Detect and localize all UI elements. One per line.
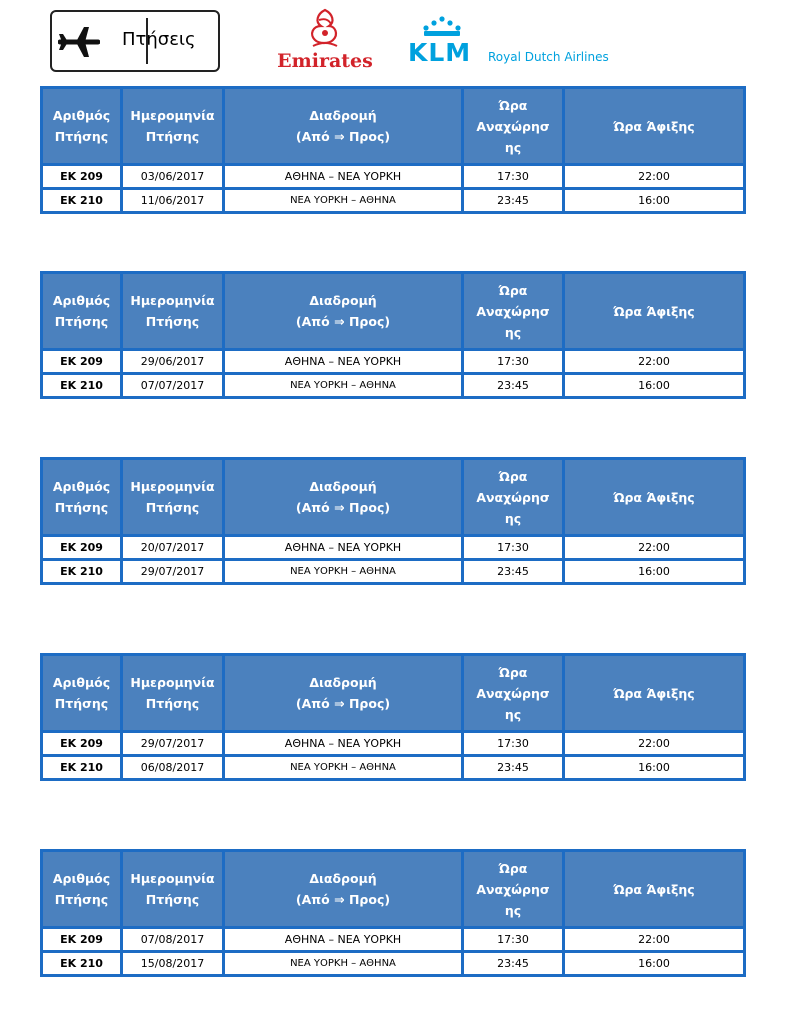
cell-dep: 17:30 bbox=[464, 537, 562, 558]
column-header-flight-date bbox=[123, 852, 222, 926]
cell-flight: ΕΚ 210 bbox=[43, 561, 120, 582]
cell-flight: ΕΚ 209 bbox=[43, 733, 120, 754]
table-row bbox=[43, 929, 743, 950]
cell-arr: 22:00 bbox=[565, 166, 743, 187]
column-header-flight-number bbox=[43, 274, 120, 348]
table-row bbox=[43, 953, 743, 974]
column-header-flight-date bbox=[123, 274, 222, 348]
cell-flight: ΕΚ 210 bbox=[43, 757, 120, 778]
column-header-line: Αριθμός bbox=[52, 293, 111, 308]
cell-dep: 23:45 bbox=[464, 375, 562, 396]
cell-arr: 22:00 bbox=[565, 351, 743, 372]
column-header-departure bbox=[464, 89, 562, 163]
column-header-arrival bbox=[565, 89, 743, 163]
badge-label: Πτήσεις bbox=[122, 29, 196, 50]
column-header-arrival bbox=[565, 656, 743, 730]
column-header-flight-date bbox=[123, 89, 222, 163]
column-header-line: Ημερομηνία bbox=[130, 293, 215, 308]
cell-route: ΝΕΑ ΥΟΡΚΗ – ΑΘΗΝΑ bbox=[225, 190, 461, 211]
table-row bbox=[43, 166, 743, 187]
column-header-route bbox=[225, 89, 461, 163]
column-header-line: (Από ⇒ Προς) bbox=[295, 500, 391, 515]
column-header-line: Ώρα bbox=[498, 468, 528, 484]
column-header-arrival bbox=[565, 460, 743, 534]
cell-date: 03/06/2017 bbox=[123, 166, 222, 187]
column-header-departure bbox=[464, 852, 562, 926]
column-header-line: Πτήσης bbox=[145, 500, 200, 515]
column-header-line: Ώρα Άφιξης bbox=[613, 489, 695, 505]
column-header-line: Πτήσης bbox=[145, 892, 200, 907]
cell-arr: 16:00 bbox=[565, 190, 743, 211]
table-header-row bbox=[43, 852, 743, 926]
emirates-logo bbox=[275, 8, 375, 78]
table-row bbox=[43, 190, 743, 211]
column-header-line: Ημερομηνία bbox=[130, 675, 215, 690]
column-header-line: ης bbox=[504, 706, 522, 722]
cell-flight: ΕΚ 209 bbox=[43, 537, 120, 558]
flight-schedule-table bbox=[40, 86, 746, 214]
column-header-route bbox=[225, 656, 461, 730]
column-header-arrival bbox=[565, 274, 743, 348]
column-header-line: ης bbox=[504, 510, 522, 526]
column-header-arrival bbox=[565, 852, 743, 926]
flight-schedule-table bbox=[40, 653, 746, 781]
cell-arr: 16:00 bbox=[565, 953, 743, 974]
cell-date: 29/06/2017 bbox=[123, 351, 222, 372]
flight-table bbox=[40, 653, 746, 781]
table-header-row bbox=[43, 89, 743, 163]
column-header-line: Ώρα Άφιξης bbox=[613, 685, 695, 701]
column-header-flight-number bbox=[43, 89, 120, 163]
flight-table bbox=[40, 457, 746, 585]
cell-date: 07/07/2017 bbox=[123, 375, 222, 396]
column-header-line: (Από ⇒ Προς) bbox=[295, 892, 391, 907]
column-header-line: Αριθμός bbox=[52, 108, 111, 123]
column-header-line: Αριθμός bbox=[52, 871, 111, 886]
column-header-line: (Από ⇒ Προς) bbox=[295, 696, 391, 711]
column-header-line: ης bbox=[504, 139, 522, 155]
table-row bbox=[43, 757, 743, 778]
column-header-line: Ώρα Άφιξης bbox=[613, 881, 695, 897]
column-header-line: Αναχώρησ bbox=[476, 881, 550, 897]
column-header-line: Πτήσης bbox=[54, 314, 109, 329]
cell-date: 15/08/2017 bbox=[123, 953, 222, 974]
cell-date: 11/06/2017 bbox=[123, 190, 222, 211]
column-header-line: Ώρα bbox=[498, 860, 528, 876]
cell-arr: 22:00 bbox=[565, 537, 743, 558]
cell-dep: 23:45 bbox=[464, 757, 562, 778]
cell-date: 29/07/2017 bbox=[123, 733, 222, 754]
column-header-line: Πτήσης bbox=[54, 892, 109, 907]
column-header-flight-date bbox=[123, 460, 222, 534]
cell-arr: 16:00 bbox=[565, 757, 743, 778]
emirates-wordmark: Emirates bbox=[277, 50, 373, 72]
column-header-line: ης bbox=[504, 902, 522, 918]
column-header-line: Πτήσης bbox=[54, 129, 109, 144]
klm-tagline: Royal Dutch Airlines bbox=[488, 50, 609, 64]
column-header-line: Πτήσης bbox=[145, 696, 200, 711]
column-header-line: Ώρα bbox=[498, 664, 528, 680]
column-header-line: (Από ⇒ Προς) bbox=[295, 314, 391, 329]
cell-dep: 23:45 bbox=[464, 953, 562, 974]
column-header-line: Διαδρομή bbox=[309, 675, 377, 690]
cell-flight: ΕΚ 209 bbox=[43, 929, 120, 950]
table-header-row bbox=[43, 274, 743, 348]
flight-schedule-table bbox=[40, 271, 746, 399]
airplane-icon bbox=[58, 25, 100, 59]
flight-schedule-table bbox=[40, 457, 746, 585]
cell-arr: 22:00 bbox=[565, 929, 743, 950]
table-header-row bbox=[43, 656, 743, 730]
column-header-flight-number bbox=[43, 460, 120, 534]
column-header-route bbox=[225, 852, 461, 926]
cell-flight: ΕΚ 210 bbox=[43, 375, 120, 396]
column-header-line: Ώρα bbox=[498, 97, 528, 113]
column-header-flight-number bbox=[43, 852, 120, 926]
column-header-line: Διαδρομή bbox=[309, 293, 377, 308]
column-header-line: Ημερομηνία bbox=[130, 108, 215, 123]
column-header-line: ης bbox=[504, 324, 522, 340]
emirates-emblem-icon bbox=[295, 8, 355, 50]
cell-arr: 22:00 bbox=[565, 733, 743, 754]
column-header-line: Πτήσης bbox=[54, 500, 109, 515]
flights-badge bbox=[50, 10, 220, 72]
column-header-line: Αναχώρησ bbox=[476, 118, 550, 134]
cell-date: 07/08/2017 bbox=[123, 929, 222, 950]
column-header-departure bbox=[464, 460, 562, 534]
cell-flight: ΕΚ 210 bbox=[43, 953, 120, 974]
klm-crown-icon bbox=[420, 16, 464, 38]
cell-route: ΑΘΗΝΑ – ΝΕΑ ΥΟΡΚΗ bbox=[225, 733, 461, 754]
klm-logo bbox=[408, 16, 618, 76]
table-row bbox=[43, 537, 743, 558]
column-header-line: Αναχώρησ bbox=[476, 685, 550, 701]
column-header-line: Ημερομηνία bbox=[130, 871, 215, 886]
flight-schedule-table bbox=[40, 849, 746, 977]
column-header-line: Αναχώρησ bbox=[476, 489, 550, 505]
column-header-line: Ώρα bbox=[498, 282, 528, 298]
cell-arr: 16:00 bbox=[565, 561, 743, 582]
cell-route: ΑΘΗΝΑ – ΝΕΑ ΥΟΡΚΗ bbox=[225, 929, 461, 950]
column-header-line: Ώρα Άφιξης bbox=[613, 303, 695, 319]
column-header-route bbox=[225, 460, 461, 534]
cell-route: ΝΕΑ ΥΟΡΚΗ – ΑΘΗΝΑ bbox=[225, 375, 461, 396]
page-header bbox=[0, 0, 800, 84]
cell-route: ΝΕΑ ΥΟΡΚΗ – ΑΘΗΝΑ bbox=[225, 757, 461, 778]
flight-table bbox=[40, 271, 746, 399]
cell-flight: ΕΚ 209 bbox=[43, 351, 120, 372]
cell-dep: 17:30 bbox=[464, 166, 562, 187]
cell-date: 06/08/2017 bbox=[123, 757, 222, 778]
cell-flight: ΕΚ 209 bbox=[43, 166, 120, 187]
column-header-line: Διαδρομή bbox=[309, 108, 377, 123]
cell-dep: 17:30 bbox=[464, 351, 562, 372]
column-header-line: Αριθμός bbox=[52, 479, 111, 494]
column-header-line: Διαδρομή bbox=[309, 871, 377, 886]
column-header-line: Πτήσης bbox=[145, 129, 200, 144]
klm-wordmark: KLM bbox=[408, 38, 472, 67]
column-header-line: Αναχώρησ bbox=[476, 303, 550, 319]
column-header-line: Διαδρομή bbox=[309, 479, 377, 494]
table-row bbox=[43, 375, 743, 396]
cell-flight: ΕΚ 210 bbox=[43, 190, 120, 211]
table-row bbox=[43, 733, 743, 754]
cell-dep: 17:30 bbox=[464, 929, 562, 950]
cell-route: ΑΘΗΝΑ – ΝΕΑ ΥΟΡΚΗ bbox=[225, 351, 461, 372]
column-header-flight-date bbox=[123, 656, 222, 730]
cell-date: 20/07/2017 bbox=[123, 537, 222, 558]
table-row bbox=[43, 351, 743, 372]
column-header-flight-number bbox=[43, 656, 120, 730]
column-header-line: (Από ⇒ Προς) bbox=[295, 129, 391, 144]
cell-date: 29/07/2017 bbox=[123, 561, 222, 582]
flight-table bbox=[40, 86, 746, 214]
cell-dep: 23:45 bbox=[464, 190, 562, 211]
column-header-departure bbox=[464, 656, 562, 730]
cell-arr: 16:00 bbox=[565, 375, 743, 396]
cell-route: ΑΘΗΝΑ – ΝΕΑ ΥΟΡΚΗ bbox=[225, 537, 461, 558]
column-header-line: Αριθμός bbox=[52, 675, 111, 690]
column-header-departure bbox=[464, 274, 562, 348]
cell-route: ΝΕΑ ΥΟΡΚΗ – ΑΘΗΝΑ bbox=[225, 561, 461, 582]
cell-dep: 17:30 bbox=[464, 733, 562, 754]
column-header-line: Πτήσης bbox=[54, 696, 109, 711]
table-row bbox=[43, 561, 743, 582]
table-header-row bbox=[43, 460, 743, 534]
cell-dep: 23:45 bbox=[464, 561, 562, 582]
column-header-route bbox=[225, 274, 461, 348]
column-header-line: Πτήσης bbox=[145, 314, 200, 329]
cell-route: ΝΕΑ ΥΟΡΚΗ – ΑΘΗΝΑ bbox=[225, 953, 461, 974]
column-header-line: Ώρα Άφιξης bbox=[613, 118, 695, 134]
flight-table bbox=[40, 849, 746, 977]
cell-route: ΑΘΗΝΑ – ΝΕΑ ΥΟΡΚΗ bbox=[225, 166, 461, 187]
column-header-line: Ημερομηνία bbox=[130, 479, 215, 494]
